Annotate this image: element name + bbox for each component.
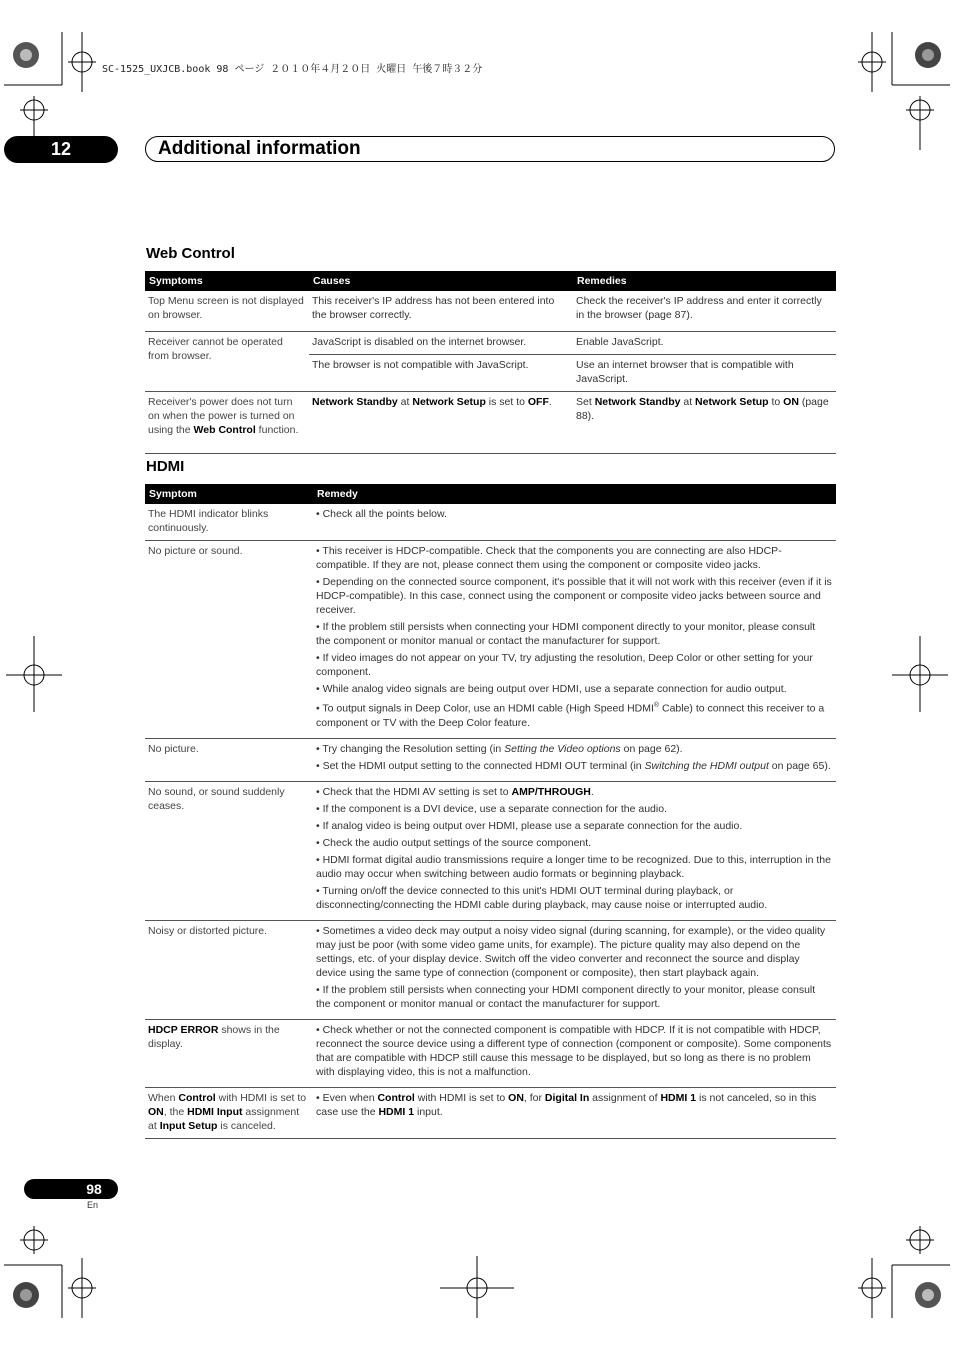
symptom-cell: No picture or sound. <box>145 541 313 739</box>
page-language: En <box>87 1200 99 1210</box>
cause-cell: This receiver's IP address has not been entered into the browser correctly. <box>309 291 573 331</box>
remedy-cell: Check the receiver's IP address and enter it correctly in the browser (page 87). <box>573 291 836 331</box>
table-row <box>145 738 836 781</box>
symptom-cell: Receiver's power does not turn on when the power is turned on using the Web Control function. <box>145 391 309 453</box>
hdmi-table <box>145 484 836 1139</box>
col-remedies: Remedies <box>573 271 836 291</box>
page-number: 98 <box>24 1179 118 1199</box>
print-header: SC-1525_UXJCB.book 98 ページ ２０１０年４月２０日 火曜日 午後７時３２分 <box>102 64 483 75</box>
table-row <box>145 391 836 453</box>
remedy-cell: Set Network Standby at Network Setup to ON (page 88). <box>573 391 836 453</box>
hdmi-heading: HDMI <box>146 458 185 475</box>
symptom-cell: No picture. <box>145 738 313 781</box>
remedy-cell: • This receiver is HDCP-compatible. Check that the components you are connecting are also HDCP-compatible. If they are not, please connect them using the component or composite video jacks. • Depending on the connected source component, it's possible that it will not work with this receiver (even if it is HDCP-compatible). In this case, connect using the component or composite video jacks between source and receiver. • If the problem still persists when connecting your HDMI component directly to your monitor, please consult the component or monitor manual or contact the manufacturer for support. • If video images do not appear on your TV, try adjusting the resolution, Deep Color or other setting for your component. • While analog video signals are being output over HDMI, use a separate connection for audio output. • To output signals in Deep Color, use an HDMI cable (High Speed HDMI® Cable) to connect this receiver to a component or TV with the Deep Color feature. <box>313 541 836 739</box>
symptom-cell: The HDMI indicator blinks continuously. <box>145 504 313 541</box>
chapter-title: Additional information <box>158 138 361 159</box>
web-control-heading: Web Control <box>146 245 235 262</box>
table-row <box>145 331 836 354</box>
table-row <box>145 1019 836 1087</box>
symptom-cell: Receiver cannot be operated from browser. <box>145 331 309 391</box>
remedy-cell: • Check whether or not the connected component is compatible with HDCP. If it is not compatible with HDCP, reconnect the source device using a different type of connection (component or composite). Some components that are compatible with HDCP still cause this message to be displayed, but so long as there is no problem with displaying video, this is not a malfunction. <box>313 1019 836 1087</box>
col-symptom: Symptom <box>145 484 313 504</box>
cause-cell: The browser is not compatible with JavaScript. <box>309 354 573 391</box>
table-row <box>145 504 836 541</box>
table-header-row <box>145 271 836 291</box>
symptom-cell: No sound, or sound suddenly ceases. <box>145 781 313 920</box>
web-control-table <box>145 271 836 454</box>
cause-cell: JavaScript is disabled on the internet browser. <box>309 331 573 354</box>
symptom-cell: Top Menu screen is not displayed on browser. <box>145 291 309 331</box>
col-causes: Causes <box>309 271 573 291</box>
remedy-cell: Use an internet browser that is compatible with JavaScript. <box>573 354 836 391</box>
remedy-cell: • Sometimes a video deck may output a noisy video signal (during scanning, for example), or the video quality may just be poor (with some video game units, for example). The picture quality may also depend on the settings, etc. of your display device. Switch off the video converter and reconnect the source and display device using the same type of connection (component or composite), then start playback again. • If the problem still persists when connecting your HDMI component directly to your monitor, please consult the component or monitor manual or contact the manufacturer for support. <box>313 920 836 1019</box>
col-symptoms: Symptoms <box>145 271 309 291</box>
chapter-number: 12 <box>4 136 118 163</box>
symptom-cell: Noisy or distorted picture. <box>145 920 313 1019</box>
table-header-row <box>145 484 836 504</box>
table-row <box>145 781 836 920</box>
remedy-cell: • Check all the points below. <box>313 504 836 541</box>
remedy-cell: • Try changing the Resolution setting (in Setting the Video options on page 62). • Set the HDMI output setting to the connected HDMI OUT terminal (in Switching the HDMI output on page 65). <box>313 738 836 781</box>
col-remedy: Remedy <box>313 484 836 504</box>
table-row <box>145 291 836 331</box>
symptom-cell: When Control with HDMI is set to ON, the HDMI Input assignment at Input Setup is canceled. <box>145 1087 313 1138</box>
cause-cell: Network Standby at Network Setup is set to OFF. <box>309 391 573 453</box>
table-row <box>145 541 836 739</box>
table-row <box>145 1087 836 1138</box>
remedy-cell: • Check that the HDMI AV setting is set to AMP/THROUGH. • If the component is a DVI device, use a separate connection for the audio. • If analog video is being output over HDMI, please use a separate connection for the audio. • Check the audio output settings of the source component. • HDMI format digital audio transmissions require a longer time to be recognized. Due to this, interruption in the audio may occur when switching between audio formats or beginning playback. • Turning on/off the device connected to this unit's HDMI OUT terminal during playback, or disconnecting/connecting the HDMI cable during playback, may cause noise or interrupted audio. <box>313 781 836 920</box>
remedy-cell: • Even when Control with HDMI is set to ON, for Digital In assignment of HDMI 1 is not canceled, so in this case use the HDMI 1 input. <box>313 1087 836 1138</box>
table-row <box>145 920 836 1019</box>
symptom-cell: HDCP ERROR shows in the display. <box>145 1019 313 1087</box>
remedy-cell: Enable JavaScript. <box>573 331 836 354</box>
